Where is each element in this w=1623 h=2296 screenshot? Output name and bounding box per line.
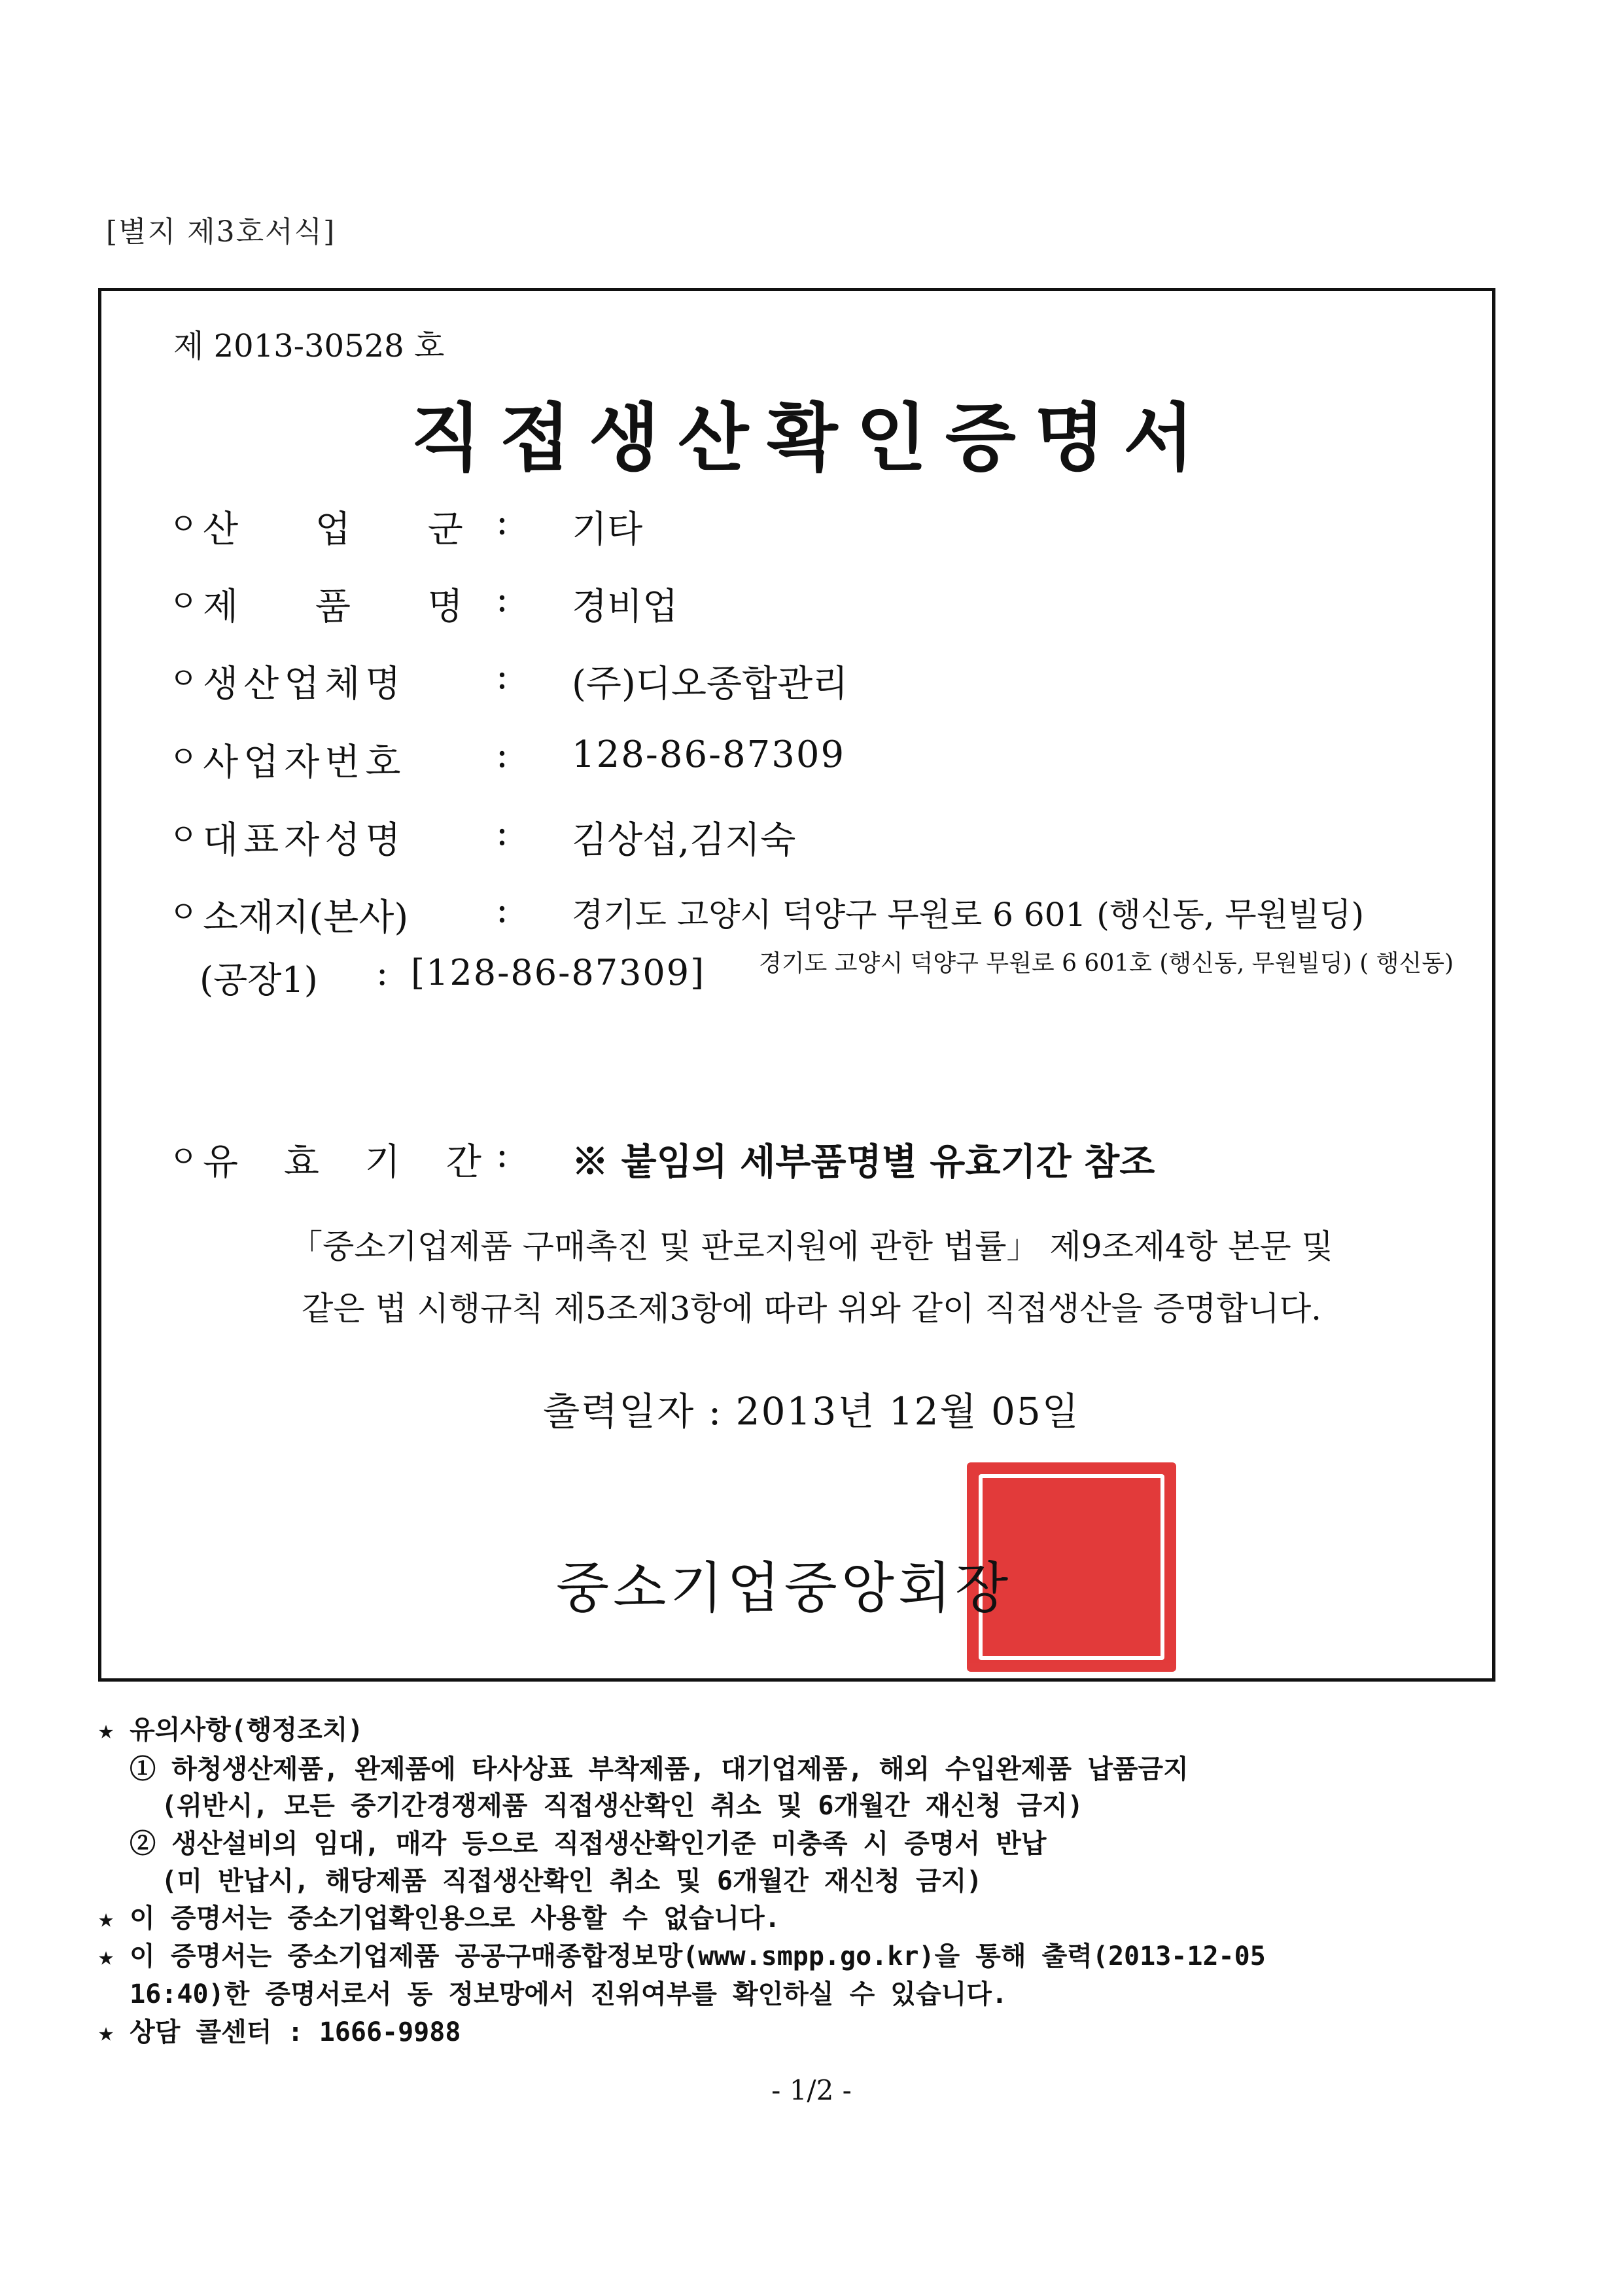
- field-industry: [0, 501, 1623, 551]
- page-number: - 1/2 -: [771, 2074, 852, 2106]
- validity-value: ※ 붙임의 세부품명별 유효기간 참조: [572, 1140, 1155, 1184]
- field-address: [0, 889, 1623, 939]
- field-colon: :: [496, 733, 508, 776]
- bullet-mark: ㅇ: [169, 584, 198, 619]
- law-text-line-1: 「중소기업제품 구매촉진 및 판로지원에 관한 법률」 제9조제4항 본문 및: [290, 1227, 1333, 1265]
- bullet-mark: ㅇ: [169, 894, 198, 930]
- field-label: 대표자성명: [203, 819, 406, 862]
- field-label: 사업자번호: [203, 741, 406, 784]
- bullet-mark: ㅇ: [169, 506, 198, 542]
- field-value: 김상섭,김지숙: [572, 819, 796, 862]
- issuer-name: 중소기업중앙회장: [556, 1556, 1013, 1620]
- note-line: (미 반납시, 해당제품 직접생산확인 취소 및 6개월간 재신청 금지): [98, 1866, 983, 1896]
- bullet-mark: ㅇ: [169, 661, 198, 696]
- note-line: ★ 이 증명서는 중소기업제품 공공구매종합정보망(www.smpp.go.kr)을 통해 출력(2013-12-05: [98, 1941, 1266, 1971]
- field-representative: [0, 811, 1623, 862]
- field-label: 제 품 명: [203, 586, 496, 628]
- note-line: (위반시, 모든 중기간경쟁제품 직접생산확인 취소 및 6개월간 재신청 금지): [98, 1791, 1083, 1821]
- factory-address: 경기도 고양시 덕양구 무원로 6 601호 (행신동, 무원빌딩) ( 행신동): [759, 950, 1454, 977]
- field-company: [0, 655, 1623, 705]
- field-label: 소재지(본사): [203, 896, 409, 939]
- document-title: 직접생산확인증명서: [410, 395, 1213, 481]
- factory-label: (공장1): [200, 959, 318, 1000]
- field-colon: :: [496, 578, 508, 620]
- note-line: ★ 상담 콜센터 : 1666-9988: [98, 2017, 461, 2047]
- field-value: 기타: [572, 508, 643, 551]
- bullet-mark: ㅇ: [169, 1139, 198, 1174]
- factory-colon: :: [376, 952, 389, 993]
- field-colon: :: [496, 1133, 508, 1176]
- bullet-mark: ㅇ: [169, 739, 198, 775]
- field-colon: :: [496, 889, 508, 931]
- field-business-number: [0, 733, 1623, 784]
- field-colon: :: [496, 655, 508, 698]
- field-label: 생산업체명: [203, 663, 406, 705]
- law-text-line-2: 같은 법 시행규칙 제5조제3항에 따라 위와 같이 직접생산을 증명합니다.: [301, 1290, 1322, 1328]
- field-colon: :: [496, 811, 508, 854]
- field-value: (주)디오종합관리: [572, 663, 848, 705]
- note-line: ★ 유의사항(행정조치): [98, 1715, 364, 1745]
- note-line: ② 생산설비의 임대, 매각 등으로 직접생산확인기준 미충족 시 증명서 반납: [98, 1829, 1047, 1859]
- note-line: 16:40)한 증명서로서 동 정보망에서 진위여부를 확인하실 수 있습니다.: [98, 1979, 1007, 2009]
- note-line: ★ 이 증명서는 중소기업확인용으로 사용할 수 없습니다.: [98, 1903, 780, 1934]
- field-colon: :: [496, 501, 508, 543]
- field-value: 128-86-87309: [572, 733, 846, 776]
- certificate-number: 제 2013-30528 호: [173, 328, 445, 364]
- field-product: [0, 578, 1623, 628]
- field-label: 산 업 군: [203, 508, 496, 551]
- field-label: 유 효 기 간: [203, 1141, 498, 1184]
- field-validity: [0, 1133, 1623, 1184]
- bullet-mark: ㅇ: [169, 817, 198, 853]
- field-value: 경비업: [572, 586, 678, 628]
- print-date: 출력일자 : 2013년 12월 05일: [543, 1389, 1080, 1434]
- field-value: 경기도 고양시 덕양구 무원로 6 601 (행신동, 무원빌딩): [572, 896, 1365, 934]
- note-line: ① 하청생산제품, 완제품에 타사상표 부착제품, 대기업제품, 해외 수입완제품 납품금지: [98, 1754, 1189, 1784]
- factory-number: [128-86-87309]: [411, 952, 706, 993]
- form-tag: [별지 제3호서식]: [106, 215, 336, 249]
